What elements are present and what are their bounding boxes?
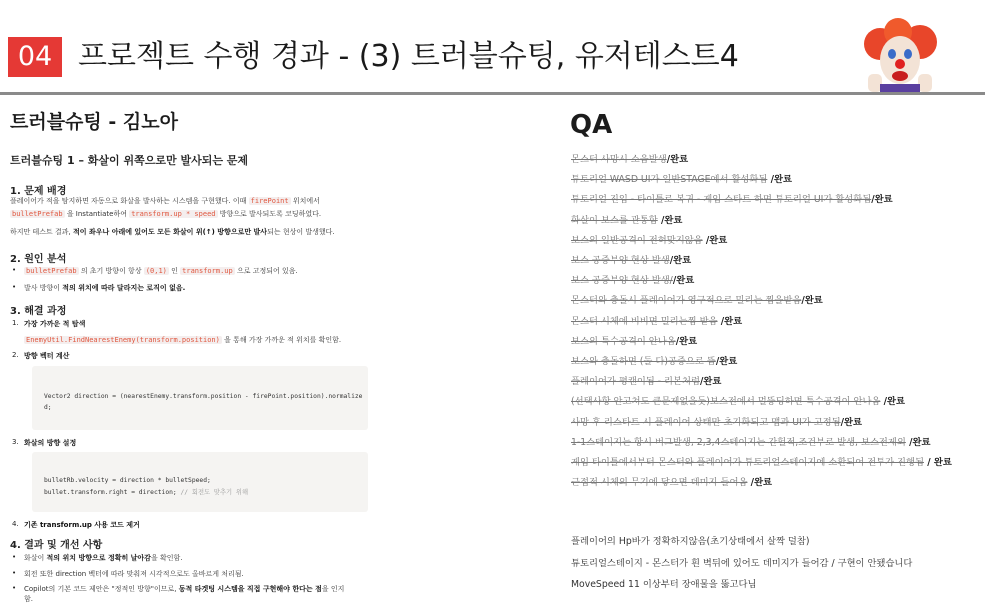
- qa-item-status: /완료: [767, 174, 792, 186]
- qa-item-text: 보스 공중부양 현상 발생/: [571, 275, 673, 287]
- paragraph: [10, 209, 321, 219]
- bullet-icon: •: [12, 553, 17, 561]
- paragraph: [10, 196, 320, 206]
- qa-item-status: /완료: [747, 477, 773, 489]
- qa-item-status: /완료: [675, 335, 698, 347]
- clown-image: [858, 14, 942, 94]
- qa-item-status: /완료: [672, 275, 695, 287]
- qa-item: [571, 477, 772, 489]
- text: 인: [171, 267, 178, 275]
- bold-text: 적의 위치 방향으로 정확히 날아감: [46, 554, 151, 562]
- qa-item-text: 튜토리얼 WASD UI가 일반STAGE에서 활성화됨: [571, 174, 768, 186]
- qa-item-text: 몬스터 시체에 비비면 밀리는찜 받음: [571, 315, 718, 327]
- qa-item-text: 근접적 시체의 무기에 닿으면 데미지 들어옴: [571, 477, 748, 489]
- qa-item-status: /완료: [715, 356, 738, 367]
- qa-open-item: MoveSpeed 11 이상부터 장애물을 뚫고다님: [571, 579, 757, 590]
- qa-item-status: /완료: [840, 416, 863, 428]
- bullet-item: [24, 584, 344, 594]
- qa-title: QA: [570, 110, 613, 140]
- text: Copilot의 기본 코드 제안은 "정적인 방향"이므로,: [24, 585, 177, 593]
- code-line: [44, 487, 248, 496]
- inline-code: bulletPrefab: [12, 210, 63, 218]
- qa-item: [571, 215, 682, 227]
- qa-item-text: 게임 타이틀에서부터 몬스터와 플레이어가 튜토리얼스테이지에 소환되어 전투가 진행됨: [571, 457, 924, 468]
- qa-item-text: 몬스터와 충돌시 플레이어가 영구적으로 밀리는 찜을받음: [571, 295, 802, 307]
- qa-item-status: /완료: [717, 315, 743, 327]
- step-title: [24, 319, 85, 329]
- bold-text: 기존 transform.up 사용 코드 제거: [24, 521, 140, 529]
- troubleshooting-title: 트러블슈팅 - 김노아: [10, 111, 178, 133]
- bold-text: 가장 가까운 적 탐색: [24, 320, 86, 328]
- bullet-item: [24, 266, 298, 276]
- paragraph: [24, 335, 341, 345]
- bullet-icon: •: [12, 283, 17, 291]
- qa-item-text: 사망 후 리스타트 시 플레이어 상태만 초기화되고 맵과 UI가 고정됨: [571, 416, 841, 428]
- qa-item: [571, 376, 721, 388]
- bold-text: 적의 위치에 따라 달라지는 로직이 없음.: [62, 284, 186, 292]
- qa-item-status: /완료: [699, 376, 722, 388]
- qa-item: [571, 174, 792, 186]
- slide-title: 프로젝트 수행 경과 - (3) 트러블슈팅, 유저테스트4: [78, 39, 739, 74]
- list-number: 3.: [12, 438, 19, 446]
- qa-item: [571, 356, 737, 368]
- code-text: bullet.transform.right = direction;: [44, 489, 177, 496]
- list-number: 2.: [12, 351, 19, 359]
- qa-item: [571, 255, 691, 267]
- qa-item-text: 몬스터 사망시 소음발생: [571, 154, 667, 165]
- qa-item-text: 1-1스테이지는 항시 버그발생, 2,3,4스테이지는 간헐적,조건부로 발생, 보스전제외: [571, 436, 906, 448]
- bullet-icon: •: [12, 584, 17, 592]
- bullet-item: [24, 553, 182, 563]
- qa-item: [571, 457, 952, 469]
- bold-text: 방향 벡터 계산: [24, 352, 70, 360]
- qa-item-text: 플레이어가 평캔이됨 - 리본처럼: [571, 376, 700, 388]
- bullet-continuation: 함.: [24, 595, 33, 603]
- code-line: d;: [44, 404, 52, 411]
- qa-item-text: 보스의 특수공격이 안나옴: [571, 335, 676, 347]
- section-number-badge: 04: [8, 37, 62, 77]
- slide-header: [0, 0, 985, 96]
- qa-item-status: /완료: [669, 255, 692, 266]
- code-line: Vector2 direction = (nearestEnemy.transform.position - firePoint.position).normalize: [44, 393, 363, 400]
- troubleshooting-subtitle: 트러블슈팅 1 – 화살이 위쪽으로만 발사되는 문제: [10, 154, 249, 167]
- qa-item-status: /완료: [871, 194, 893, 206]
- code-comment: // 회전도 맞추기 위해: [180, 489, 249, 496]
- text: 을 인지: [321, 585, 345, 593]
- inline-code: firePoint: [250, 197, 289, 205]
- inline-code: bulletPrefab: [26, 267, 77, 275]
- text: 을 확인함.: [150, 554, 183, 562]
- list-number: 1.: [12, 319, 19, 327]
- qa-item-status: / 완료: [923, 457, 952, 468]
- qa-item-text: 튜토리얼 진입 - 타이틀로 복귀 - 게임 스타트 하면 튜토리얼 UI가 활성화됨: [571, 194, 872, 206]
- text: 의 초기 방향이 항상: [80, 267, 142, 275]
- code-line: bulletRb.velocity = direction * bulletSpeed;: [44, 477, 211, 484]
- step-title: [24, 520, 140, 530]
- text: 방향으로 발사되도록 코딩하였다.: [219, 210, 322, 218]
- inline-code: transform.up * speed: [131, 210, 216, 218]
- text: 하지만 테스트 결과,: [10, 228, 71, 236]
- qa-item: [571, 154, 688, 166]
- section-heading-result: 4. 결과 및 개선 사항: [10, 540, 103, 551]
- text: 플레이어가 적을 탐지하면 자동으로 화살을 발사하는 시스템을 구현했다. 이때: [10, 197, 247, 205]
- text: 발사 방향이: [24, 284, 61, 292]
- text: 으로 고정되어 있음.: [236, 267, 298, 275]
- qa-item: [571, 437, 930, 449]
- qa-item-text: 보스의 일반공격이 전혀맞지않음: [571, 234, 703, 246]
- list-number: 4.: [12, 520, 19, 528]
- text: 을 통해 가장 가까운 적 위치를 확인함.: [224, 336, 342, 344]
- qa-item: [571, 316, 742, 328]
- qa-item: [571, 194, 893, 206]
- qa-item-text: (선택사항 안고쳐도 큰문제없을듯)보스전에서 멀뚱딩하면 특수공격이 안나옴: [571, 396, 881, 408]
- paragraph: [10, 227, 335, 237]
- qa-open-item: 플레이어의 Hp바가 정확하지않음(초기상태에서 살짝 덜참): [571, 536, 810, 547]
- bold-text: 동적 타겟팅 시스템을 직접 구현해야 한다는 점: [178, 585, 322, 593]
- step-title: [24, 351, 69, 361]
- text: 위치에서: [292, 197, 320, 205]
- section-heading-cause: 2. 원인 분석: [10, 254, 67, 265]
- qa-item: [571, 275, 694, 287]
- inline-code: transform.up: [182, 267, 233, 275]
- bold-text: 화살의 방향 설정: [24, 439, 77, 447]
- text: 화살이: [24, 554, 45, 562]
- qa-item-text: 보스와 충돌하면 (둘 다)공중으로 뜸: [571, 356, 716, 367]
- bullet-item: [24, 283, 185, 293]
- qa-item-text: 보스 공중부양 현상 발생: [571, 255, 670, 266]
- qa-item: [571, 417, 862, 429]
- code-block: [32, 366, 368, 430]
- qa-item-status: /완료: [666, 154, 689, 165]
- section-heading-background: 1. 문제 배경: [10, 186, 67, 197]
- bold-text: 적이 좌우나 아래에 있어도 모든 화살이 위(↑) 방향으로만 발사: [73, 228, 268, 236]
- bullet-item: 회전 또한 direction 벡터에 따라 맞춰져 시각적으로도 올바르게 처리됨.: [24, 570, 244, 578]
- qa-item-status: /완료: [880, 396, 906, 408]
- qa-item-status: /완료: [905, 436, 931, 448]
- bullet-icon: •: [12, 569, 17, 577]
- qa-item-text: 화살이 보스를 관통함: [571, 214, 658, 226]
- step-title: [24, 438, 76, 448]
- qa-item: [571, 336, 697, 348]
- text: 을 Instantiate하여: [66, 210, 127, 218]
- qa-open-item: 튜토리얼스테이지 - 몬스터가 흰 벽뒤에 있어도 데미지가 들어감 / 구현이 안됐습니다: [571, 557, 913, 569]
- qa-item-status: /완료: [702, 234, 728, 246]
- bullet-icon: •: [12, 266, 17, 274]
- inline-code: EnemyUtil.FindNearestEnemy(transform.position): [26, 336, 220, 344]
- qa-item: [571, 295, 823, 307]
- code-block: [32, 452, 368, 512]
- qa-item: [571, 396, 905, 408]
- qa-item-status: /완료: [801, 295, 823, 307]
- text: 되는 현상이 발생했다.: [267, 228, 335, 236]
- qa-item-status: /완료: [657, 214, 683, 226]
- header-divider: [0, 92, 985, 95]
- inline-code: (0,1): [145, 267, 167, 275]
- section-heading-solution: 3. 해결 과정: [10, 306, 67, 317]
- qa-item: [571, 235, 727, 247]
